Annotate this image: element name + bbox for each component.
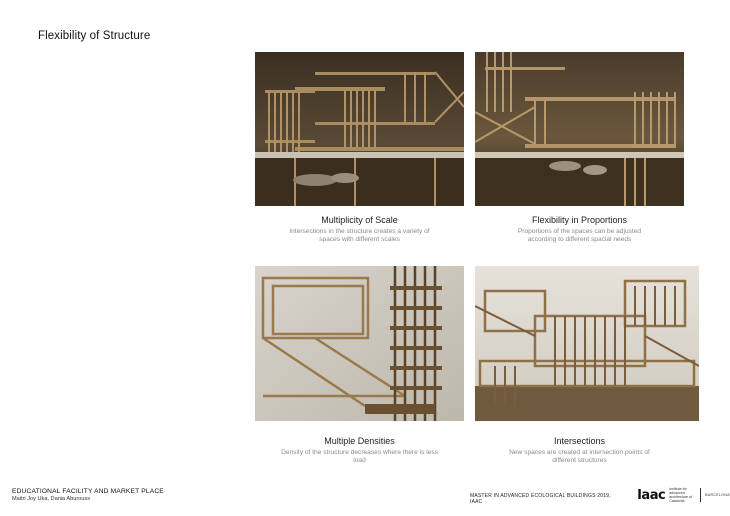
caption-description: Intersections in the structure creates a variety of spaces with different scales xyxy=(289,228,430,244)
master-program: MASTER IN ADVANCED ECOLOGICAL BUILDINGS 2019, IAAC xyxy=(470,493,611,505)
caption-intersections xyxy=(475,436,684,465)
caption-title: Multiple Densities xyxy=(324,436,395,446)
caption-title: Intersections xyxy=(553,436,606,446)
model-photo-intersections xyxy=(475,266,699,421)
caption-title: Multiplicity of Scale xyxy=(321,215,398,225)
footer-project-info xyxy=(12,488,164,502)
caption-description: New spaces are created at intersection points of different structures xyxy=(509,449,650,465)
model-photo-multiplicity-of-scale xyxy=(255,52,464,206)
iaac-logo: Iaac xyxy=(637,487,666,503)
caption-description: Proportions of the spaces can be adjusted according to different spacial needs xyxy=(517,228,642,244)
caption-description: Density of the structure decreases where there is less load xyxy=(281,449,438,465)
footer-institution xyxy=(470,485,730,505)
project-name: EDUCATIONAL FACILITY AND MARKET PLACE xyxy=(12,488,164,495)
caption-multiple-densities xyxy=(255,436,464,465)
logo-divider xyxy=(700,488,701,502)
iaac-logo-subtitle: institute for advanced architecture of Catalonia xyxy=(669,487,692,503)
caption-title: Flexibility in Proportions xyxy=(531,215,628,225)
caption-multiplicity-of-scale xyxy=(255,215,464,244)
logo-city: BARCELONA xyxy=(705,493,730,497)
model-photo-multiple-densities xyxy=(255,266,464,421)
model-photo-flexibility-in-proportions xyxy=(475,52,684,206)
page-title: Flexibility of Structure xyxy=(38,30,151,42)
authors: Maitri Joy Uka, Dania Aburouss xyxy=(12,496,91,502)
caption-flexibility-in-proportions xyxy=(475,215,684,244)
